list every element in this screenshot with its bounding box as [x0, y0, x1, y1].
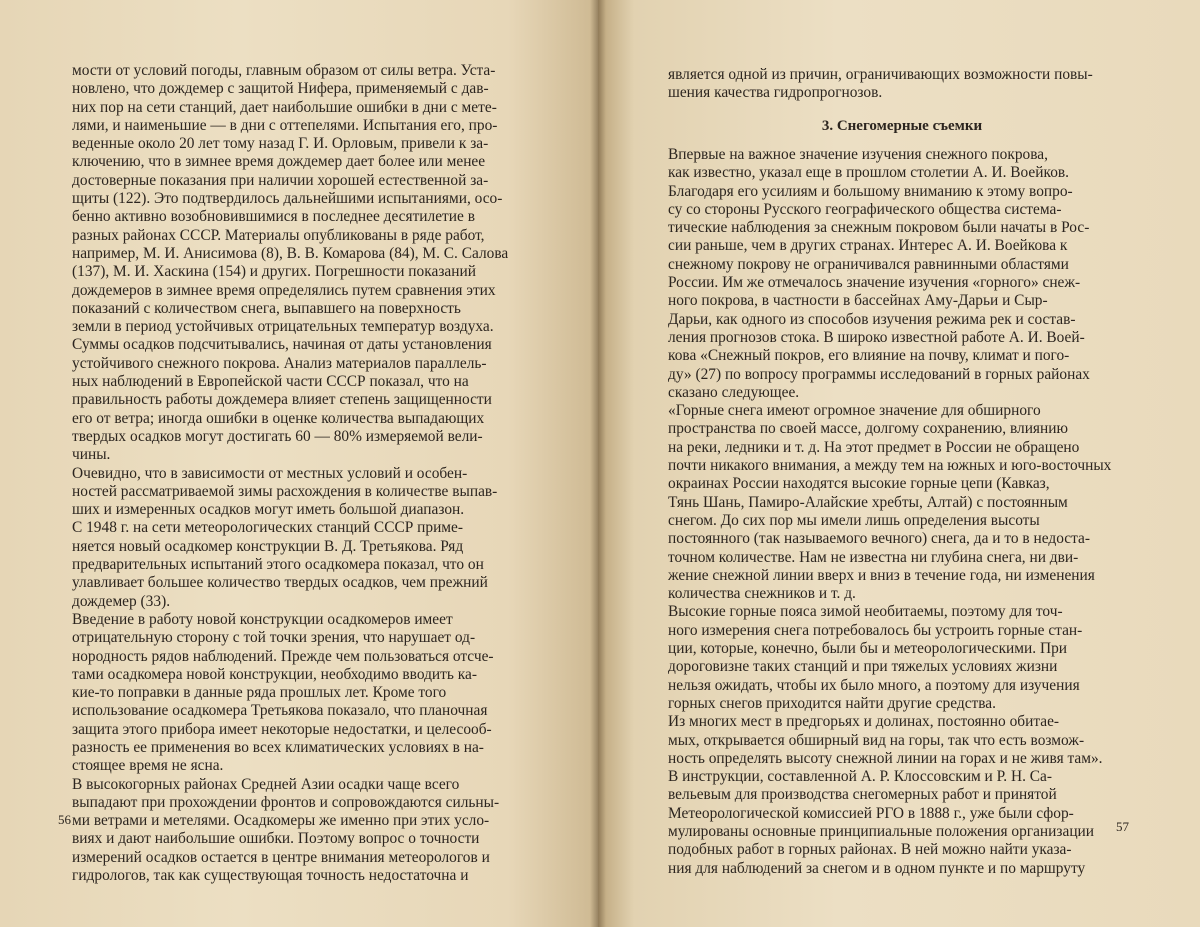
section-heading: 3. Снегомерные съемки [821, 118, 983, 134]
right-page [598, 0, 1200, 927]
left-page-number: 56 [58, 812, 71, 827]
book-gutter [590, 0, 606, 927]
left-page [0, 0, 598, 927]
left-page-body-text: мости от условий погоды, главным образом от силы ветра. Уста- новлено, что дождемер с защитой Нифера, применяемый с дав- них пор на сети станций, дает наибольшие ошибки в дни с мете- лями, и наименьшие — в дни с оттепелями. Испытания его, про- веденные около 20 лет тому назад Г. И. Орловым, привели к за- ключению, что в зимнее время дождемер дает более или менее достоверные показания при наличии хорошей естественной за- щиты (122). Это подтвердилось дальнейшими испытаниями, осо- бенно активно возобновившимися в последнее десятилетие в разных районах СССР. Материалы опубликованы в ряде работ, например, М. И. Анисимова (8), В. В. Комарова (84), М. С. Салова (137), М. И. Хаскина (154) и других. Погрешности показаний дождемеров в зимнее время определялись путем сравнения этих показаний с количеством снега, выпавшего на поверхность земли в период устойчивых отрицательных температур воздуха. Суммы осадков подсчитывались, начиная от даты установления устойчивого снежного покрова. Анализ материалов параллель- ных наблюдений в Европейской части СССР показал, что на правильность работы дождемера влияет степень защищенности его от ветра; иногда ошибки в оценке количества выпадающих твердых осадков могут достигать 60 — 80% измеряемой вели- чины. Очевидно, что в зависимости от местных условий и особен- ностей рассматриваемой зимы расхождения в количестве выпав- ших и измеренных осадков могут иметь большой диапазон. С 1948 г. на сети метеорологических станций СССР приме- няется новый осадкомер конструкции В. Д. Третьякова. Ряд предварительных испытаний этого осадкомера показал, что он улавливает большее количество твердых осадков, чем прежний дождемер (33). Введение в работу новой конструкции осадкомеров имеет отрицательную сторону с той точки зрения, что нарушает од- нородность рядов наблюдений. Прежде чем пользоваться отсче- тами осадкомера новой конструкции, необходимо вводить ка- кие-то поправки в данные ряда прошлых лет. Кроме того использование осадкомера Третьякова показало, что планочная защита этого прибора имеет некоторые недостатки, и целесооб- разность ее применения во всех климатических условиях в на- стоящее время не ясна. В высокогорных районах Средней Азии осадки чаще всего выпадают при прохождении фронтов и сопровождаются сильны- ми ветрами и метелями. Осадкомеры же именно при этих усло- виях и дают наибольшие ошибки. Поэтому вопрос о точности измерений осадков остается в центре внимания метеорологов и гидрологов, так как существующая точность недостаточна и [72, 62, 509, 885]
right-page-continued-text: является одной из причин, ограничивающих возможности повы- шения качества гидропрогнозов. [668, 66, 1093, 102]
right-page-body-text: Впервые на важное значение изучения снежного покрова, как известно, указал еще в прошлом столетии А. И. Воейков. Благодаря его усилиям и большому вниманию к этому вопро- су со стороны Русского географического общества система- тические наблюдения за снежным покровом были начаты в Рос- сии раньше, чем в других странах. Интерес А. И. Воейкова к снежному покрову не ограничивался равнинными областями России. Им же отмечалось значение изучения «горного» снеж- ного покрова, в частности в бассейнах Аму-Дарьи и Сыр- Дарьи, как одного из способов изучения режима рек и состав- ления прогнозов стока. В широко известной работе А. И. Воей- кова «Снежный покров, его влияние на почву, климат и пого- ду» (27) по вопросу программы исследований в горных районах сказано следующее. «Горные снега имеют огромное значение для обширного пространства по своей массе, долгому сохранению, влиянию на реки, ледники и т. д. На этот предмет в России не обращено почти никакого внимания, а между тем на южных и юго-восточных окраинах России находятся высокие горные цепи (Кавказ, Тянь Шань, Памиро-Алайские хребты, Алтай) с постоянным снегом. До сих пор мы имели лишь определения высоты постоянного (так называемого вечного) снега, да и то в недоста- точном количестве. Нам не известна ни глубина снега, ни дви- жение снежной линии вверх и вниз в течение года, ни изменения количества снежников и т. д. Высокие горные пояса зимой необитаемы, поэтому для точ- ного измерения снега потребовалось бы устроить горные стан- ции, которые, конечно, были бы и метеорологическими. При дороговизне таких станций и при тяжелых условиях жизни нельзя ожидать, чтобы их было много, а поэтому для изучения горных снегов приходится найти другие средства. Из многих мест в предгорьях и долинах, постоянно обитае- мых, открывается обширный вид на горы, так что есть возмож- ность определять высоту снежной линии на горах и не живя там». В инструкции, составленной А. Р. Клоссовским и Р. Н. Са- вельевым для производства снегомерных работ и принятой Метеорологической комиссией РГО в 1888 г., уже были сфор- мулированы основные принципиальные положения организации подобных работ в горных районах. В ней можно найти указа- ния для наблюдений за снегом и в одном пункте и по маршруту [668, 146, 1112, 877]
right-page-number: 57 [1116, 819, 1129, 834]
